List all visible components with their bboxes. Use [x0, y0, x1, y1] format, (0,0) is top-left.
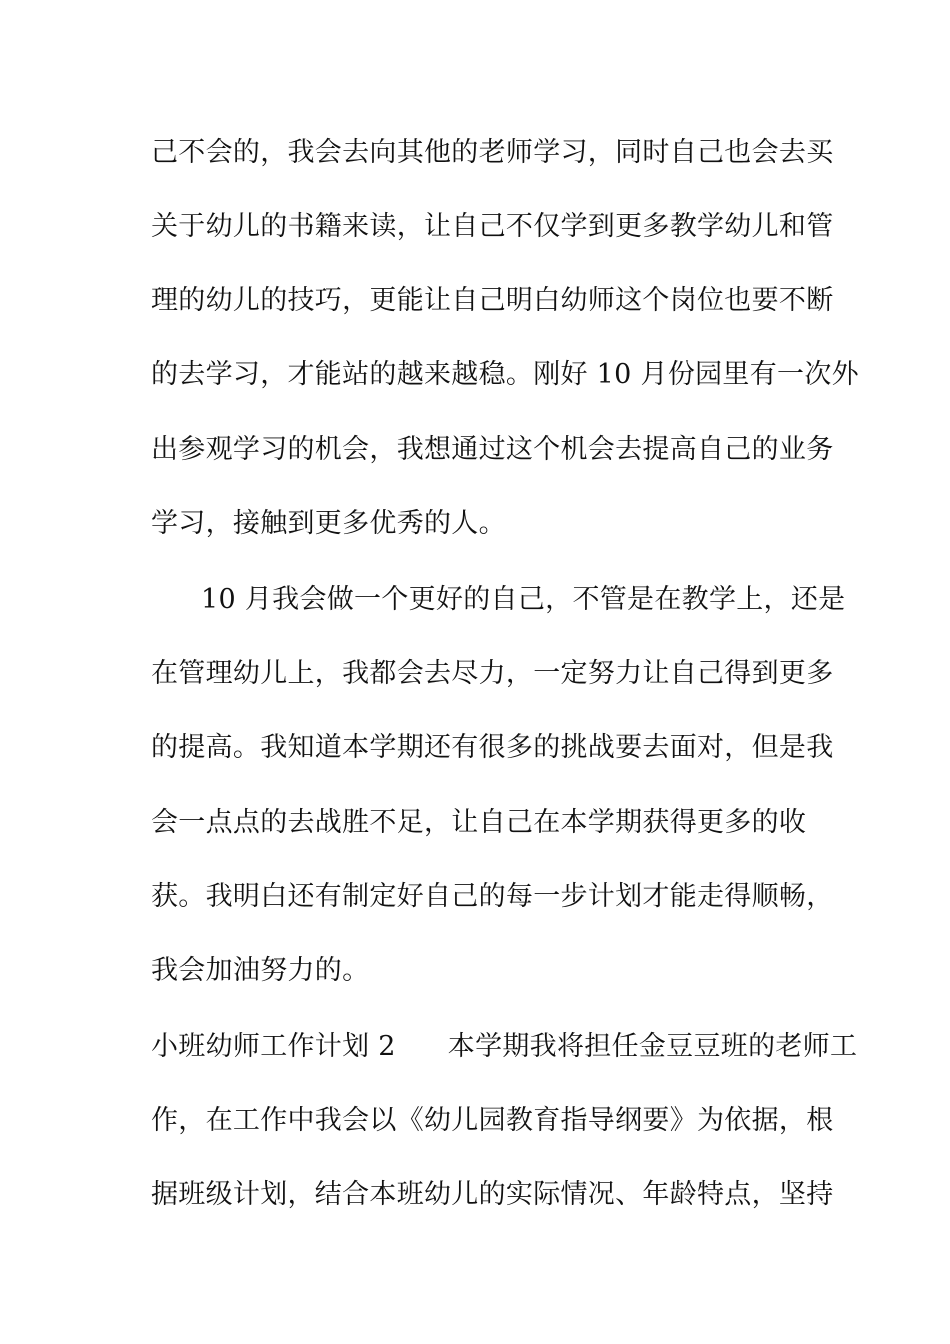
text-line: 的去学习，才能站的越来越稳。刚好 10 月份园里有一次外 — [151, 359, 859, 390]
text-line: 作，在工作中我会以《幼儿园教育指导纲要》为依据，根 — [151, 1105, 834, 1136]
text-line: 关于幼儿的书籍来读，让自己不仅学到更多教学幼儿和管 — [151, 211, 834, 242]
text-line: 在管理幼儿上，我都会去尽力，一定努力让自己得到更多 — [151, 658, 834, 689]
text-line: 的提高。我知道本学期还有很多的挑战要去面对，但是我 — [151, 732, 834, 763]
text-line: 学习，接触到更多优秀的人。 — [151, 508, 506, 539]
text-line: 获。我明白还有制定好自己的每一步计划才能走得顺畅， — [151, 881, 834, 912]
text-line: 出参观学习的机会，我想通过这个机会去提高自己的业务 — [151, 434, 834, 465]
text-line: 本学期我将担任金豆豆班的老师工 — [447, 1031, 858, 1062]
text-line: 会一点点的去战胜不足，让自己在本学期获得更多的收 — [151, 807, 807, 838]
section-heading-line — [151, 1027, 857, 1067]
text-line: 己不会的，我会去向其他的老师学习，同时自己也会去买 — [151, 137, 834, 168]
section-heading: 小班幼师工作计划 2 — [151, 1031, 396, 1062]
text-line: 据班级计划，结合本班幼儿的实际情况、年龄特点，坚持 — [151, 1179, 834, 1210]
paragraph-first-line: 10 月我会做一个更好的自己，不管是在教学上，还是 — [201, 584, 846, 615]
text-line: 我会加油努力的。 — [151, 955, 370, 986]
text-line: 理的幼儿的技巧，更能让自己明白幼师这个岗位也要不断 — [151, 285, 834, 316]
